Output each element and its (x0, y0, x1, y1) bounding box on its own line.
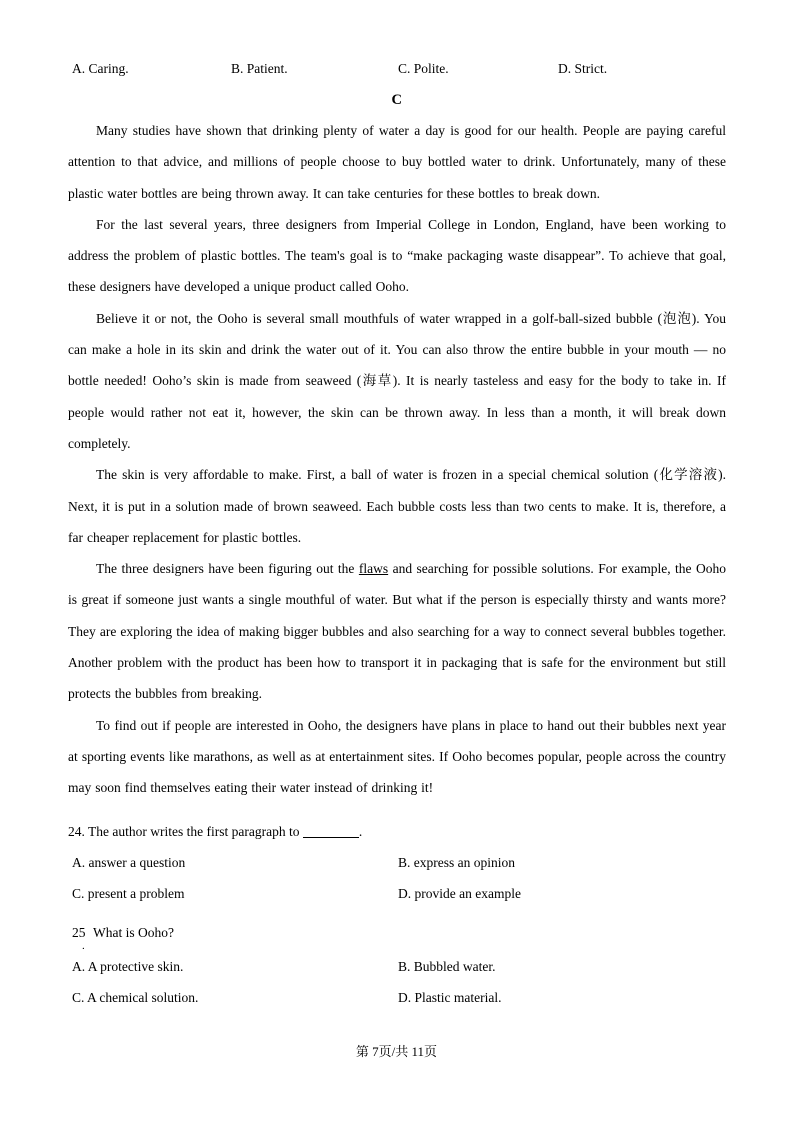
question-25-number: 25 (72, 924, 86, 940)
question-24-option-c[interactable]: C. present a problem (72, 885, 185, 901)
top-options-row (68, 56, 726, 82)
paragraph-4: The skin is very affordable to make. First, a ball of water is frozen in a special chemical solution (化学溶液). Next, it is put in a solution made of brown seaweed. Each bubble costs less than two cents to make. It is, therefore, a far cheaper replacement for plastic bottles. (68, 467, 726, 545)
question-24-option-a[interactable]: A. answer a question (72, 854, 186, 870)
question-25-option-d[interactable]: D. Plastic material. (398, 989, 502, 1005)
question-24-option-b[interactable]: B. express an opinion (398, 854, 515, 870)
question-25-dot: . (82, 939, 85, 952)
question-25-option-c[interactable]: C. A chemical solution. (72, 989, 199, 1005)
option-c: C. Polite. (398, 61, 449, 76)
paragraph-1: Many studies have shown that drinking plenty of water a day is good for our health. People are paying careful attention to that advice, and millions of people choose to buy bottled water to drink. Unfortunately, many of these plastic water bottles are being thrown away. It can take centuries for these bottles to break down. (68, 123, 726, 201)
document-body (68, 56, 726, 1013)
question-24-stem (68, 816, 726, 847)
paragraph-5-before: The three designers have been figuring out the (96, 561, 359, 577)
question-24-option-d[interactable]: D. provide an example (398, 885, 521, 901)
option-row (68, 951, 726, 982)
question-25-option-b[interactable]: B. Bubbled water. (398, 958, 496, 974)
option-row (68, 878, 726, 909)
question-25-text: What is Ooho? (93, 924, 174, 940)
page-footer: 第 7页/共 11页 (355, 1044, 438, 1059)
question-25-option-a[interactable]: A. A protective skin. (72, 958, 184, 974)
option-b: B. Patient. (231, 61, 288, 76)
paragraph-5-after: and searching for possible solutions. For example, the Ooho is great if someone just wants a single mouthful of water. But what if the person is especially thirsty and wants more? They are exploring the idea of making bigger bubbles and also searching for a way to connect several bubbles together. Another problem with the product has been how to transport it in packaging that is safe for the environment but still protects the bubbles from breaking. (68, 561, 726, 702)
paragraph-5 (68, 553, 726, 709)
option-row (68, 847, 726, 878)
option-row (68, 982, 726, 1013)
paragraph-2: For the last several years, three designers from Imperial College in London, England, have been working to address the problem of plastic bottles. The team's goal is to “make packaging waste disappear”. To achieve that goal, these designers have developed a unique product called Ooho. (68, 216, 726, 295)
question-24-period: . (358, 823, 363, 839)
question-25-options (68, 951, 726, 1013)
section-letter: C (391, 92, 403, 108)
question-24-options (68, 847, 726, 909)
question-25-stem (68, 917, 726, 951)
answer-blank[interactable] (303, 837, 359, 838)
paragraph-6: To find out if people are interested in Ooho, the designers have plans in place to hand out their bubbles next year at sporting events like marathons, as well as at entertainment sites. If Ooho becomes popular, people across the country may soon find themselves eating their water instead of drinking it! (68, 717, 726, 796)
option-d: D. Strict. (558, 61, 608, 76)
underlined-word-flaws: flaws (358, 561, 389, 577)
paragraph-3: Believe it or not, the Ooho is several small mouthfuls of water wrapped in a golf-ball-sized bubble (泡泡). You can make a hole in its skin and drink the water out of it. You can also throw the entire bubble in your mouth — no bottle needed! Ooho’s skin is made from seaweed (海草). It is nearly tasteless and easy for the body to take in. If people would rather not eat it, however, the skin can be thrown away. In less than a month, it will break down completely. (68, 310, 726, 451)
question-24-text: The author writes the first paragraph to (88, 823, 303, 839)
option-a: A. Caring. (72, 61, 129, 76)
question-24-number: 24. (68, 823, 85, 839)
